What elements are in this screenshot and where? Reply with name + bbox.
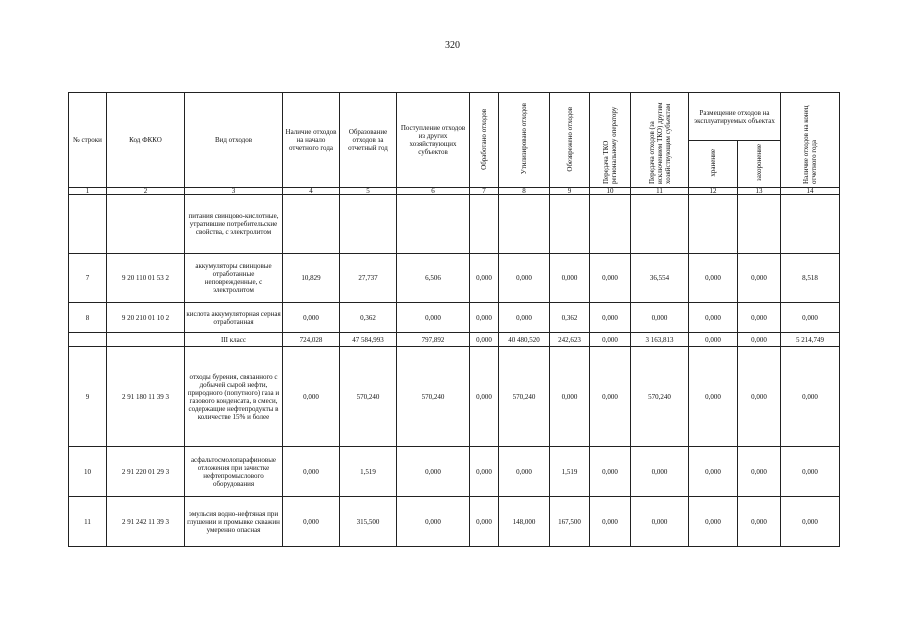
value-cell: 0,000 — [738, 447, 781, 497]
fkko-code: 2 91 220 01 29 3 — [107, 447, 185, 497]
value-cell: 0,000 — [590, 447, 631, 497]
hazard-class-label: III класс — [185, 333, 283, 347]
waste-name: питания свинцово-кислотные, утратившие потребительские свойства, с электролитом — [185, 195, 283, 254]
header-received: Поступление отходов из других хозяйствующих субъектов — [397, 93, 470, 188]
column-number: 5 — [340, 188, 397, 195]
value-cell: 0,000 — [738, 303, 781, 333]
waste-name: эмульсия водно-нефтяная при глушении и промывке скважин умеренно опасная — [185, 497, 283, 547]
value-cell: 0,000 — [689, 254, 738, 303]
value-cell — [631, 195, 689, 254]
column-number: 13 — [738, 188, 781, 195]
value-cell: 242,623 — [550, 333, 590, 347]
page-number: 320 — [445, 40, 460, 51]
value-cell: 1,519 — [340, 447, 397, 497]
value-cell: 797,892 — [397, 333, 470, 347]
row-number: 10 — [69, 447, 107, 497]
value-cell: 5 214,749 — [781, 333, 840, 347]
waste-table — [68, 92, 840, 547]
value-cell: 0,000 — [283, 447, 340, 497]
value-cell: 724,028 — [283, 333, 340, 347]
value-cell: 0,000 — [781, 347, 840, 447]
waste-name: аккумуляторы свинцовые отработанные неповрежденные, с электролитом — [185, 254, 283, 303]
fkko-code — [107, 333, 185, 347]
column-number: 1 — [69, 188, 107, 195]
fkko-code: 2 91 180 11 39 3 — [107, 347, 185, 447]
value-cell: 167,500 — [550, 497, 590, 547]
table-row — [69, 447, 840, 497]
value-cell: 0,000 — [590, 347, 631, 447]
row-number: 7 — [69, 254, 107, 303]
value-cell: 570,240 — [397, 347, 470, 447]
value-cell: 0,000 — [470, 254, 499, 303]
value-cell — [470, 195, 499, 254]
class-total-row — [69, 333, 840, 347]
value-cell — [590, 195, 631, 254]
value-cell: 0,000 — [631, 447, 689, 497]
column-number-row — [69, 188, 840, 195]
value-cell: 148,000 — [499, 497, 550, 547]
waste-name: асфальтосмолопарафиновые отложения при зачистке нефтепромыслового оборудования — [185, 447, 283, 497]
value-cell: 0,000 — [283, 497, 340, 547]
value-cell — [738, 195, 781, 254]
value-cell: 0,000 — [470, 447, 499, 497]
column-number: 14 — [781, 188, 840, 195]
value-cell: 0,000 — [283, 303, 340, 333]
header-to-others: Передача отходов (за исключением ТКО) другим хозяйствующим субъектам — [631, 93, 689, 188]
value-cell: 0,000 — [499, 254, 550, 303]
column-number: 6 — [397, 188, 470, 195]
value-cell: 27,737 — [340, 254, 397, 303]
table-row — [69, 347, 840, 447]
table-row — [69, 303, 840, 333]
header-utilized: Утилизировано отходов — [499, 93, 550, 188]
column-number: 4 — [283, 188, 340, 195]
value-cell: 570,240 — [499, 347, 550, 447]
row-number: 8 — [69, 303, 107, 333]
header-row — [69, 93, 840, 141]
value-cell — [340, 195, 397, 254]
value-cell: 0,000 — [590, 254, 631, 303]
table-row — [69, 254, 840, 303]
header-fkko: Код ФККО — [107, 93, 185, 188]
value-cell: 0,000 — [738, 333, 781, 347]
column-number: 12 — [689, 188, 738, 195]
header-to-regional: Передача ТКО региональному оператору — [590, 93, 631, 188]
column-number: 3 — [185, 188, 283, 195]
value-cell: 0,000 — [689, 497, 738, 547]
header-end: Наличие отходов на конец отчетного года — [781, 93, 840, 188]
row-number: 11 — [69, 497, 107, 547]
header-burial: захоронение — [738, 141, 781, 188]
value-cell: 0,000 — [590, 303, 631, 333]
value-cell: 0,000 — [689, 347, 738, 447]
value-cell: 0,000 — [499, 303, 550, 333]
value-cell: 3 163,813 — [631, 333, 689, 347]
column-number: 11 — [631, 188, 689, 195]
value-cell: 0,000 — [631, 303, 689, 333]
value-cell — [499, 195, 550, 254]
value-cell — [781, 195, 840, 254]
value-cell: 0,000 — [397, 447, 470, 497]
value-cell: 0,000 — [781, 447, 840, 497]
value-cell: 0,000 — [781, 497, 840, 547]
column-number: 7 — [470, 188, 499, 195]
value-cell: 47 584,993 — [340, 333, 397, 347]
value-cell: 0,000 — [470, 333, 499, 347]
waste-name: отходы бурения, связанного с добычей сырой нефти, природного (попутного) газа и газового конденсата, в смеси, содержащие нефтепродукты в количестве 15% и более — [185, 347, 283, 447]
value-cell: 8,518 — [781, 254, 840, 303]
table-row — [69, 497, 840, 547]
value-cell: 0,000 — [781, 303, 840, 333]
row-number: 9 — [69, 347, 107, 447]
value-cell — [689, 195, 738, 254]
value-cell: 1,519 — [550, 447, 590, 497]
fkko-code: 2 91 242 11 39 3 — [107, 497, 185, 547]
value-cell: 10,829 — [283, 254, 340, 303]
value-cell: 315,500 — [340, 497, 397, 547]
row-number — [69, 333, 107, 347]
value-cell: 570,240 — [340, 347, 397, 447]
value-cell: 0,000 — [470, 347, 499, 447]
row-number — [69, 195, 107, 254]
value-cell: 0,000 — [283, 347, 340, 447]
header-neutralized: Обезврежено отходов — [550, 93, 590, 188]
header-formed: Образование отходов за отчетный год — [340, 93, 397, 188]
value-cell: 0,000 — [397, 303, 470, 333]
value-cell: 0,000 — [590, 333, 631, 347]
value-cell: 6,506 — [397, 254, 470, 303]
value-cell: 0,000 — [631, 497, 689, 547]
header-start: Наличие отходов на начало отчетного года — [283, 93, 340, 188]
value-cell: 0,000 — [689, 333, 738, 347]
value-cell — [397, 195, 470, 254]
header-processed: Обработано отходов — [470, 93, 499, 188]
waste-name: кислота аккумуляторная серная отработанная — [185, 303, 283, 333]
value-cell: 0,000 — [550, 254, 590, 303]
value-cell: 0,000 — [397, 497, 470, 547]
value-cell — [283, 195, 340, 254]
fkko-code — [107, 195, 185, 254]
table-row — [69, 195, 840, 254]
column-number: 2 — [107, 188, 185, 195]
value-cell: 0,000 — [499, 447, 550, 497]
value-cell: 570,240 — [631, 347, 689, 447]
value-cell: 0,000 — [470, 303, 499, 333]
value-cell: 0,000 — [689, 303, 738, 333]
fkko-code: 9 20 110 01 53 2 — [107, 254, 185, 303]
value-cell: 40 480,520 — [499, 333, 550, 347]
value-cell: 0,000 — [550, 347, 590, 447]
header-row-no: № строки — [69, 93, 107, 188]
value-cell: 0,000 — [738, 254, 781, 303]
value-cell: 0,000 — [738, 497, 781, 547]
value-cell: 0,000 — [590, 497, 631, 547]
value-cell: 0,000 — [470, 497, 499, 547]
column-number: 8 — [499, 188, 550, 195]
value-cell: 0,362 — [340, 303, 397, 333]
value-cell: 0,000 — [738, 347, 781, 447]
value-cell: 0,000 — [689, 447, 738, 497]
value-cell — [550, 195, 590, 254]
header-storage: хранение — [689, 141, 738, 188]
value-cell: 0,362 — [550, 303, 590, 333]
column-number: 9 — [550, 188, 590, 195]
header-waste-type: Вид отходов — [185, 93, 283, 188]
fkko-code: 9 20 210 01 10 2 — [107, 303, 185, 333]
column-number: 10 — [590, 188, 631, 195]
value-cell: 36,554 — [631, 254, 689, 303]
header-placement: Размещение отходов на эксплуатируемых объектах — [689, 93, 781, 141]
